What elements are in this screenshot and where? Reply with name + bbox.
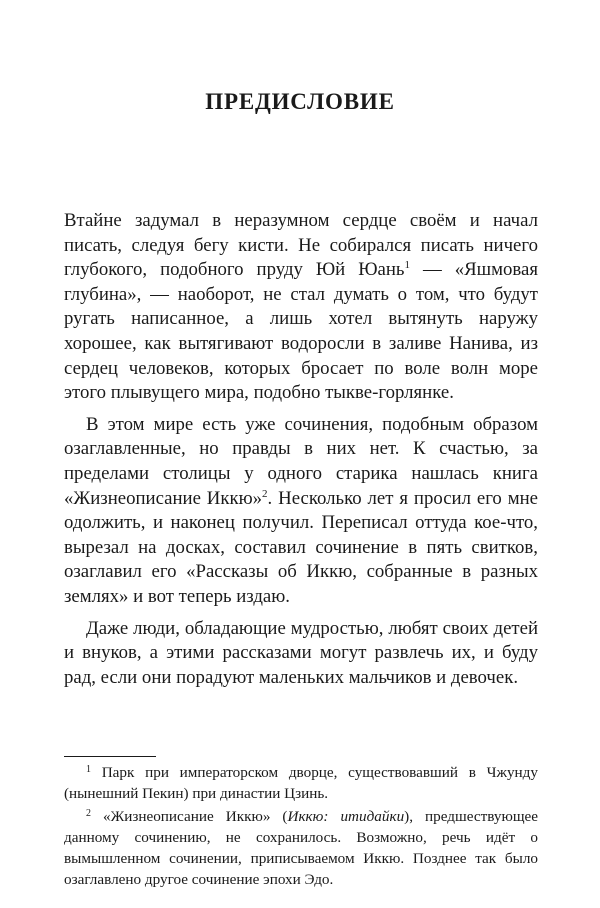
- paragraph-2-part-b: . Несколько лет я просил его мне одолжить, и наконец получил. Переписал оттуда кое-что, вырезал на досках, составил сочинение в пять свитков, озаглавил его «Рассказы об Иккю, собранные в разных землях» и вот теперь издаю.: [64, 487, 538, 607]
- footnote-1-mark: 1: [86, 764, 91, 775]
- footnote-ref-2[interactable]: 2: [262, 487, 268, 500]
- paragraph-2-part-a: В этом мире есть уже сочинения, подобным образом озаглавленные, но правды в них нет. К счастью, за пределами столицы у одного старика нашлась книга «Жизнеописание Иккю»: [64, 413, 538, 509]
- paragraph-3: Даже люди, обладающие мудростью, любят своих детей и внуков, а этими рассказами могут развлечь их, и буду рад, если они порадуют маленьких мальчиков и девочек.: [64, 617, 538, 688]
- footnote-2-text-a: «Жизнеописание Иккю» (: [91, 808, 288, 825]
- footnote-2-mark: 2: [86, 808, 91, 819]
- footnote-1-text: Парк при императорском дворце, существовавший в Чжунду (нынешний Пекин) при династии Цзинь.: [64, 764, 538, 802]
- preface-body: [64, 209, 538, 690]
- paragraph-1-part-a: Втайне задумал в неразумном сердце своём и начал писать, следуя бегу кисти. Не собирался писать ничего глубокого, подобного пруду Юй Юань: [64, 210, 538, 281]
- footnote-ref-1[interactable]: 1: [404, 259, 410, 272]
- paragraph-2: [64, 413, 538, 610]
- page-title: ПРЕДИСЛОВИЕ: [205, 89, 395, 115]
- footnote-divider: [64, 756, 156, 757]
- footnote-2-italic-title: Иккю: итидайки: [287, 808, 405, 825]
- paragraph-1-part-b: — «Яшмовая глубина», — наоборот, не стал думать о том, что будут ругать написанное, а лишь хотел вытянуть наружу хорошее, как вытягивают водоросли в заливе Нанива, из сердец человеков, которых бросает по воле волн море этого плывущего мира, подобно тыкве-горлянке.: [64, 259, 538, 404]
- paragraph-1: [64, 209, 538, 406]
- footnote-2: [64, 806, 538, 890]
- footnote-1: [64, 762, 538, 804]
- footnotes: [64, 762, 538, 890]
- footnote-2-text-b: ), предшествующее данному сочинению, не сохранилось. Возможно, речь идёт о вымышленном сочинении, приписываемом Иккю. Позднее так было озаглавлено другое сочинение эпохи Эдо.: [64, 808, 538, 888]
